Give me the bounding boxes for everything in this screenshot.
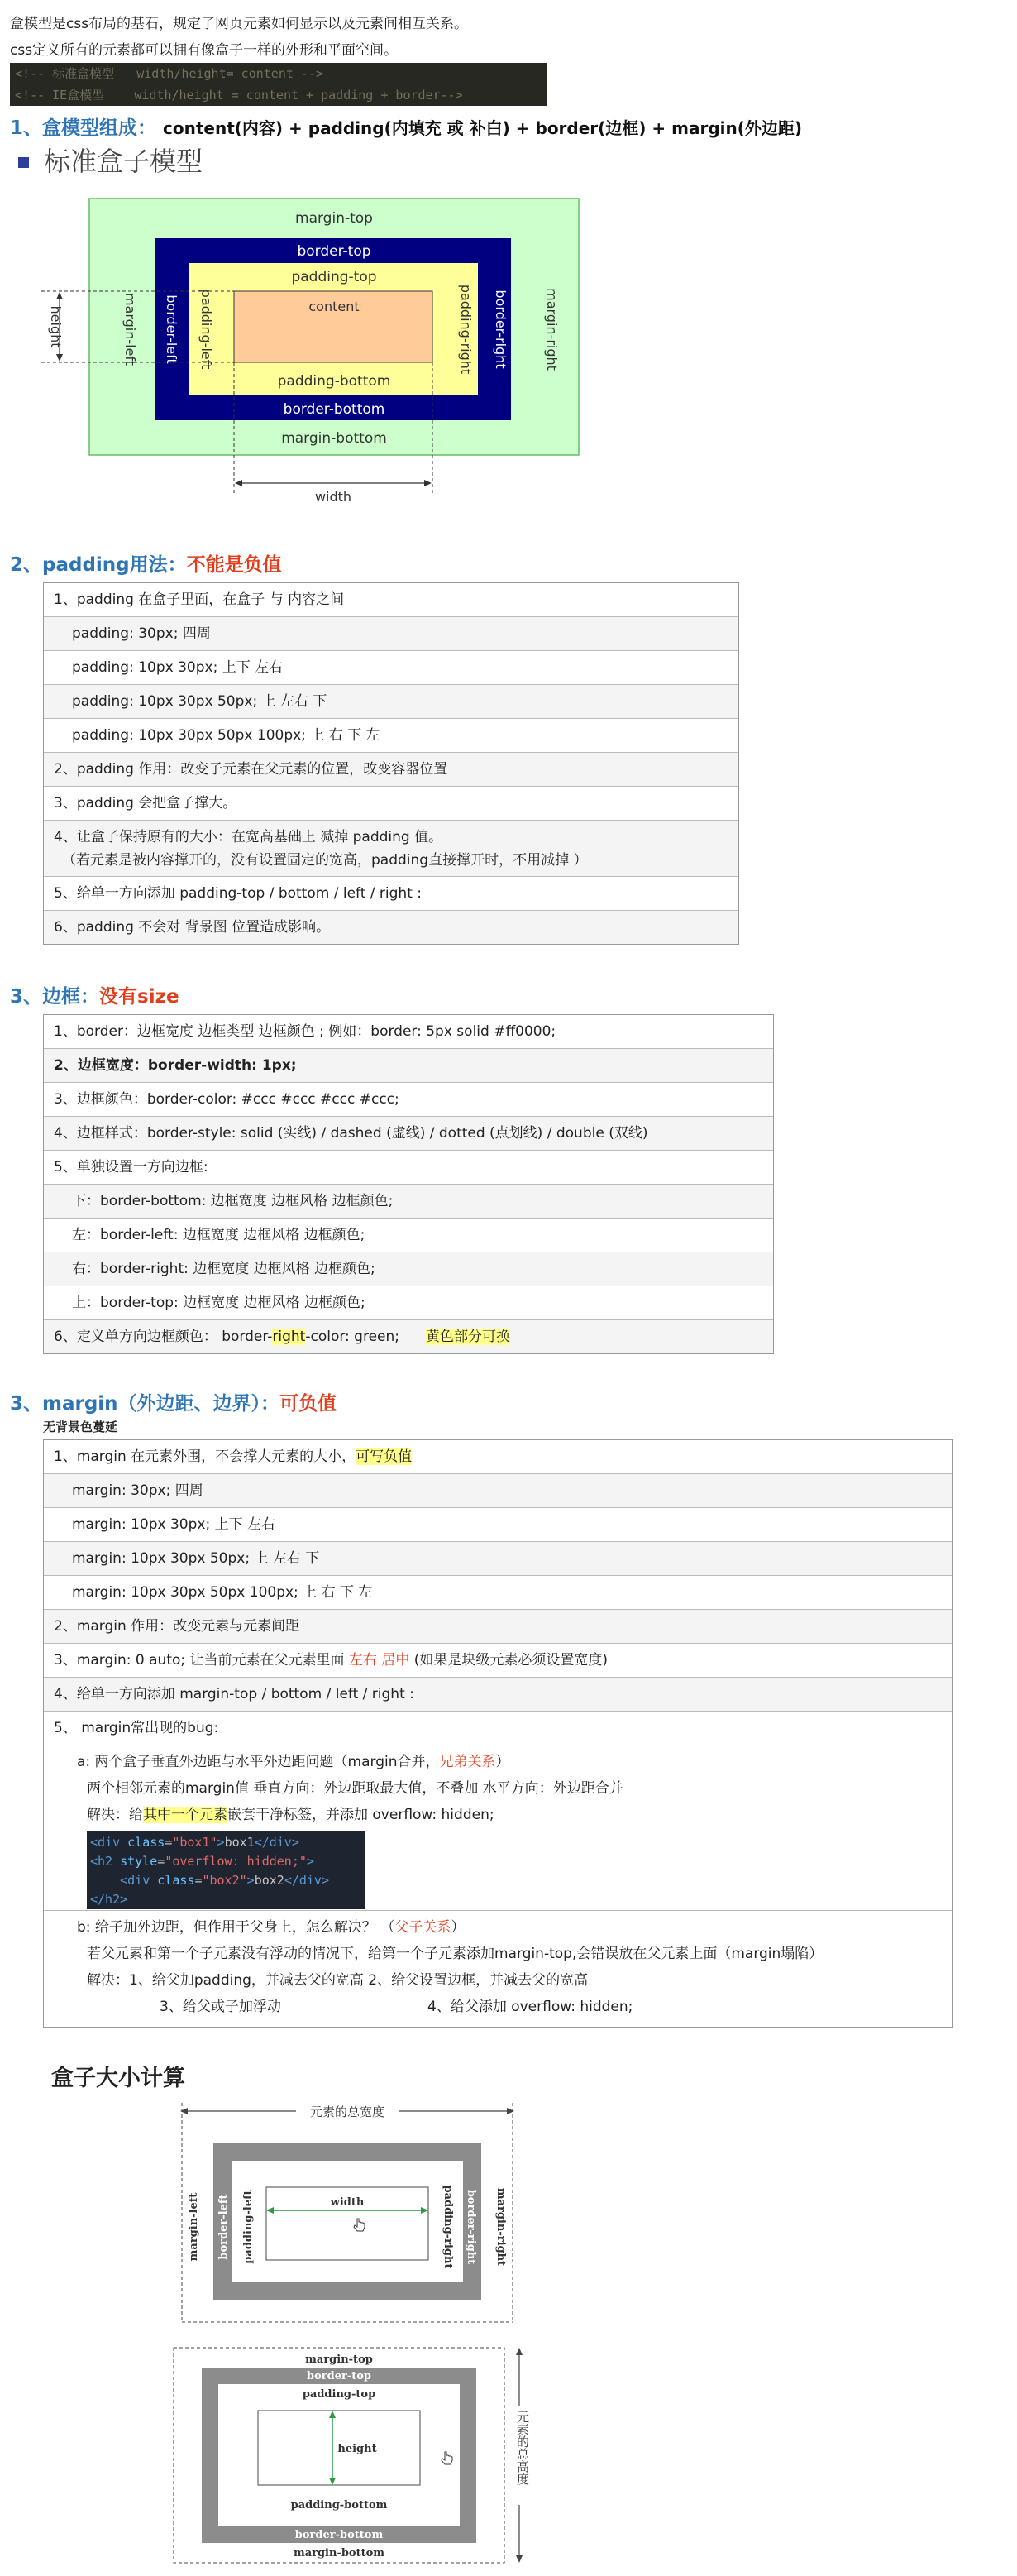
height-label: height: [48, 305, 64, 348]
section2-title: 2、padding用法：: [10, 554, 187, 576]
padding-row-6: 2、padding 作用：改变子元素在父元素的位置，改变容器位置: [44, 753, 738, 787]
code-comments: [10, 63, 547, 106]
section4-title: 3、margin（外边距、边界）：: [10, 1393, 280, 1415]
section1-formula: content(内容) + padding(内填充 或 补白) + border(边框) + margin(外边距): [163, 118, 803, 138]
std-box-model-diagram: [33, 190, 595, 513]
padding-table: [43, 582, 739, 945]
padding-left-label: padding-left: [198, 289, 214, 370]
bug-b-line1-red: 父子关系: [394, 1919, 451, 1936]
calc-border-right-label: border-right: [465, 2189, 477, 2265]
padding-row-5: padding: 10px 30px 50px 100px; 上 右 下 左: [44, 719, 738, 753]
margin-row-7: [44, 1644, 952, 1678]
width-arrow-head-right: [424, 480, 432, 486]
padding-row-7: 3、padding 会把盒子撑大。: [44, 787, 738, 821]
border-row-6: 下：border-bottom: 边框宽度 边框风格 边框颜色;: [44, 1185, 773, 1219]
margin-right-label: margin-right: [544, 288, 560, 371]
margin-row-4: margin: 10px 30px 50px; 上 左右 下: [44, 1542, 952, 1576]
border-row-10: [44, 1320, 773, 1353]
section2-heading: [10, 549, 282, 577]
section2-note: 不能是负值: [186, 554, 282, 576]
margin-row-8: 4、给单一方向添加 margin-top / bottom / left / right :: [44, 1678, 952, 1712]
section1-title: 1、盒模型组成：: [10, 117, 157, 139]
height-calc-margin-top-label: margin-top: [305, 2353, 373, 2366]
margin-row-7-note: (如果是块级元素必须设置宽度): [409, 1652, 608, 1669]
bug-a-line1-red: 兄弟关系: [439, 1754, 496, 1770]
bug-a-line1-post: ）: [495, 1754, 510, 1770]
height-calc-border-top-label: border-top: [307, 2370, 371, 2382]
width-calc-diagram: [174, 2095, 521, 2334]
bug-a-code-line2: <h2 style="overflow: hidden;">: [90, 1854, 314, 1869]
padding-row-4: padding: 10px 30px 50px; 上 左右 下: [44, 685, 738, 719]
bullet-square-icon: [18, 157, 29, 168]
bug-a-line3-pre: 解决：给: [87, 1807, 143, 1823]
height-calc-padding-top-label: padding-top: [302, 2388, 376, 2401]
border-left-label: border-left: [164, 294, 179, 364]
margin-row-9: 5、 margin常出现的bug:: [44, 1712, 952, 1745]
margin-bug-b: [44, 1911, 952, 2027]
padding-row-8: [44, 821, 738, 877]
padding-row-10: 6、padding 不会对 背景图 位置造成影响。: [44, 911, 738, 944]
total-height-arrow-top-icon: [516, 2348, 523, 2355]
intro-line-1: 盒模型是css布局的基石，规定了网页元素如何显示以及元素间相互关系。: [10, 16, 469, 32]
calc-border-left-label: border-left: [217, 2194, 230, 2260]
calc-width-label: width: [330, 2196, 365, 2209]
padding-row-3: padding: 10px 30px; 上下 左右: [44, 651, 738, 685]
margin-bug-a: [44, 1745, 952, 1911]
bug-b-line1-pre: b: 给子加外边距，但作用于父身上，怎么解决？ （: [77, 1919, 395, 1936]
section1-heading: [10, 113, 802, 140]
border-row-7: 左：border-left: 边框宽度 边框风格 边框颜色;: [44, 1219, 773, 1252]
padding-row-8-line1: 4、让盒子保持原有的大小：在宽高基础上 减掉 padding 值。: [54, 829, 443, 845]
margin-row-1: [44, 1440, 952, 1474]
border-bottom-label: border-bottom: [283, 401, 385, 418]
padding-row-8-line2: （若元素是被内容撑开的，没有设置固定的宽高，padding直接撑开时，不用减掉 ）: [62, 852, 588, 869]
padding-top-label: padding-top: [291, 269, 377, 285]
padding-row-1: 1、padding 在盒子里面，在盒子 与 内容之间: [44, 583, 738, 617]
calc-title: 盒子大小计算: [51, 2066, 185, 2091]
total-width-label: 元素的总宽度: [309, 2104, 385, 2119]
margin-row-7-red: 左右 居中: [348, 1652, 410, 1669]
code-comment-ie: <!-- IE盒模型 width/height = content + padding + border-->: [15, 88, 463, 103]
margin-top-label: margin-top: [295, 210, 373, 227]
intro-line-2: css定义所有的元素都可以拥有像盒子一样的外形和平面空间。: [10, 42, 399, 59]
height-calc-margin-bottom-label: margin-bottom: [293, 2547, 385, 2559]
height-calc-diagram: [165, 2344, 546, 2568]
border-row-2: 2、边框宽度：border-width: 1px;: [44, 1049, 773, 1083]
border-top-label: border-top: [297, 243, 371, 260]
margin-row-2: margin: 30px; 四周: [44, 1474, 952, 1508]
bug-a-line1-pre: a: 两个盒子垂直外边距与水平外边距问题（margin合并，: [77, 1754, 440, 1770]
height-calc-height-label: height: [337, 2443, 377, 2455]
margin-row-5: margin: 10px 30px 50px 100px; 上 右 下 左: [44, 1576, 952, 1610]
border-row-9: 上：border-top: 边框宽度 边框风格 边框颜色;: [44, 1286, 773, 1320]
bug-b-line1-post: ）: [451, 1919, 466, 1936]
section4-sub-note: 无背景色蔓延: [43, 1420, 118, 1434]
calc-margin-right-label: margin-right: [494, 2187, 507, 2267]
border-row-5: 5、单独设置一方向边框:: [44, 1151, 773, 1185]
bug-b-line1: [77, 1914, 952, 1941]
bug-a-code-line4: </h2>: [90, 1892, 128, 1907]
total-height-label: 元素的总高度: [515, 2411, 530, 2485]
section3-note: 没有size: [99, 986, 179, 1008]
height-calc-padding-bottom-label: padding-bottom: [290, 2499, 388, 2511]
bug-a-code-line1: <div class="box1">box1</div>: [90, 1835, 299, 1850]
border-row-8: 右：border-right: 边框宽度 边框风格 边框颜色;: [44, 1252, 773, 1286]
bug-b-line4: 3、给父或子加浮动: [160, 1999, 281, 2015]
calc-margin-left-label: margin-left: [188, 2192, 200, 2262]
margin-row-6: 2、margin 作用：改变元素与元素间距: [44, 1610, 952, 1644]
height-calc-border-bottom-label: border-bottom: [294, 2529, 384, 2541]
std-model-title: 标准盒子模型: [44, 146, 203, 177]
padding-row-9: 5、给单一方向添加 padding-top / bottom / left / right :: [44, 877, 738, 911]
padding-bottom-label: padding-bottom: [277, 373, 391, 390]
padding-row-2: padding: 30px; 四周: [44, 617, 738, 651]
bug-b-line3: 解决：1、给父加padding，并减去父的宽高 2、给父设置边框，并减去父的宽高: [87, 1972, 589, 1989]
height-arrow-head-top: [56, 292, 63, 299]
content-label: content: [308, 299, 360, 314]
bug-a-code: [87, 1831, 365, 1909]
calc-padding-right-label: padding-right: [442, 2185, 454, 2269]
bug-a-line3-highlight: 其中一个元素: [143, 1807, 227, 1823]
height-arrow-head-bottom: [56, 354, 63, 362]
border-row-10-highlight: right: [272, 1329, 306, 1345]
margin-row-1-text: 1、margin 在元素外围，不会撑大元素的大小，: [54, 1448, 356, 1465]
bug-a-code-line3: <div class="box2">box2</div>: [120, 1873, 329, 1888]
margin-bottom-label: margin-bottom: [281, 430, 387, 447]
bug-b-line4-wrap: [77, 1994, 952, 2020]
border-row-10-note: 黄色部分可换: [426, 1329, 510, 1345]
bug-a-line3: [77, 1802, 952, 1828]
border-row-4: 4、边框样式：border-style: solid (实线) / dashed (虚线) / dotted (点划线) / double (双线): [44, 1117, 773, 1151]
margin-row-1-highlight: 可写负值: [356, 1448, 413, 1465]
std-model-heading: [18, 141, 203, 179]
bug-a-line2: 两个相邻元素的margin值 垂直方向：外边距取最大值，不叠加 水平方向：外边距合并: [87, 1780, 623, 1797]
total-width-arrow-left-icon: [180, 2108, 188, 2114]
bug-b-line5: 4、给父添加 overflow: hidden;: [427, 1999, 633, 2015]
border-table: [43, 1014, 774, 1354]
width-label: width: [314, 489, 352, 505]
border-right-label: border-right: [493, 290, 508, 369]
border-row-3: 3、边框颜色：border-color: #ccc #ccc #ccc #ccc;: [44, 1083, 773, 1117]
total-height-arrow-bottom-icon: [516, 2555, 523, 2563]
padding-right-label: padding-right: [458, 284, 474, 375]
section3-title: 3、边框：: [10, 986, 100, 1008]
margin-row-7-text: 3、margin: 0 auto; 让当前元素在父元素里面: [54, 1652, 349, 1669]
bug-a-line1: [77, 1749, 952, 1775]
section3-heading: [10, 981, 179, 1008]
margin-table: [43, 1439, 953, 2028]
width-arrow-head-left: [235, 480, 242, 486]
bug-b-line2: 若父元素和第一个子元素没有浮动的情况下，给第一个子元素添加margin-top,会错误放在父元素上面（margin塌陷）: [87, 1946, 824, 1962]
calc-padding-left-label: padding-left: [242, 2190, 255, 2264]
section4-note: 可负值: [279, 1393, 337, 1415]
border-row-10-post: -color: green;: [305, 1329, 399, 1345]
border-row-10-pre: 6、定义单方向边框颜色： border-: [54, 1329, 273, 1345]
section4-heading: [10, 1388, 337, 1415]
margin-left-label: margin-left: [122, 292, 138, 366]
border-row-1: 1、border：边框宽度 边框类型 边框颜色 ; 例如：border: 5px solid #ff0000;: [44, 1015, 773, 1049]
bug-a-line3-post: 嵌套干净标签，并添加 overflow: hidden;: [227, 1807, 494, 1823]
total-width-arrow-right-icon: [507, 2108, 514, 2114]
margin-row-3: margin: 10px 30px; 上下 左右: [44, 1508, 952, 1542]
code-comment-std: <!-- 标准盒模型 width/height= content -->: [15, 66, 324, 81]
